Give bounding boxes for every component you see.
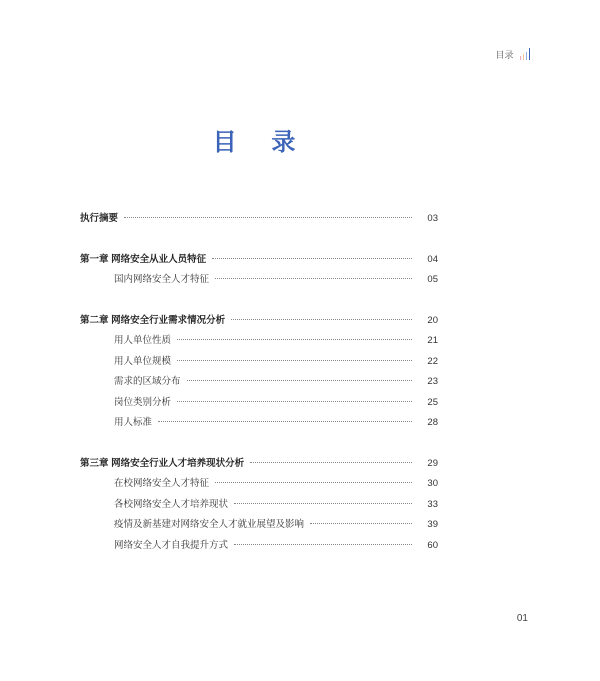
toc-entry-label: 第二章 网络安全行业需求情况分析 [80,314,226,326]
dot-leader [234,503,412,504]
toc-entry-page: 21 [427,335,438,346]
toc-entry-label: 各校网络安全人才培养现状 [114,498,229,510]
running-header [495,48,530,60]
toc-entry-label: 岗位类别分析 [114,396,172,408]
dot-leader [187,380,412,381]
toc-entry-page: 33 [427,498,438,510]
toc-entry-section[interactable] [80,373,438,394]
dot-leader [234,544,412,545]
bar-chart-icon [520,48,531,60]
toc-entry-chapter-2[interactable] [80,312,438,333]
toc-entry-section[interactable] [80,516,438,537]
page-title: 目 录 [212,129,310,156]
dot-leader [215,278,412,279]
toc-entry-section[interactable] [80,414,438,435]
toc-entry-exec-summary[interactable] [80,210,438,231]
header-bar [526,52,528,60]
dot-leader [177,401,412,402]
toc-entry-chapter-3[interactable] [80,455,438,476]
toc-entry-section[interactable] [80,271,438,292]
page-number: 01 [516,613,528,624]
dot-leader [310,523,412,524]
toc-entry-page: 29 [427,457,438,469]
toc-entry-page: 22 [427,355,438,367]
dot-leader [158,421,412,422]
toc-entry-section[interactable] [80,496,438,517]
toc-entry-page: 39 [427,519,438,530]
header-label: 目录 [495,50,514,60]
toc-entry-label: 需求的区域分布 [114,376,181,387]
toc-entry-section[interactable] [80,332,438,353]
header-bar [523,54,525,60]
toc-entry-page: 30 [427,478,438,489]
toc-entry-page: 28 [427,417,438,428]
toc-entry-page: 05 [427,274,438,285]
toc-entry-section[interactable] [80,475,438,496]
toc-entry-section[interactable] [80,537,438,558]
toc-entry-label: 第一章 网络安全从业人员特征 [80,253,207,265]
table-of-contents [80,210,438,557]
toc-entry-page: 03 [427,213,438,224]
toc-entry-label: 用人标准 [114,417,153,428]
toc-entry-label: 国内网络安全人才特征 [114,274,210,285]
dot-leader [177,339,412,340]
dot-leader [231,319,412,320]
dot-leader [177,360,412,361]
toc-entry-label: 用人单位规模 [114,355,172,367]
toc-entry-page: 20 [427,314,438,326]
toc-entry-label: 网络安全人才自我提升方式 [114,539,229,551]
dot-leader [212,258,412,259]
toc-entry-label: 用人单位性质 [114,335,172,346]
toc-entry-page: 04 [427,253,438,265]
dot-leader [124,217,412,218]
header-bar [529,48,531,60]
toc-entry-label: 疫情及新基建对网络安全人才就业展望及影响 [114,519,305,530]
dot-leader [215,482,412,483]
toc-entry-section[interactable] [80,394,438,415]
toc-entry-page: 60 [427,539,438,551]
toc-entry-label: 在校网络安全人才特征 [114,478,210,489]
toc-entry-page: 25 [427,396,438,408]
toc-entry-section[interactable] [80,353,438,374]
toc-entry-label: 第三章 网络安全行业人才培养现状分析 [80,457,245,469]
toc-entry-label: 执行摘要 [80,213,119,224]
dot-leader [250,462,412,463]
header-bar [520,56,522,60]
toc-entry-chapter-1[interactable] [80,251,438,272]
toc-entry-page: 23 [427,376,438,387]
